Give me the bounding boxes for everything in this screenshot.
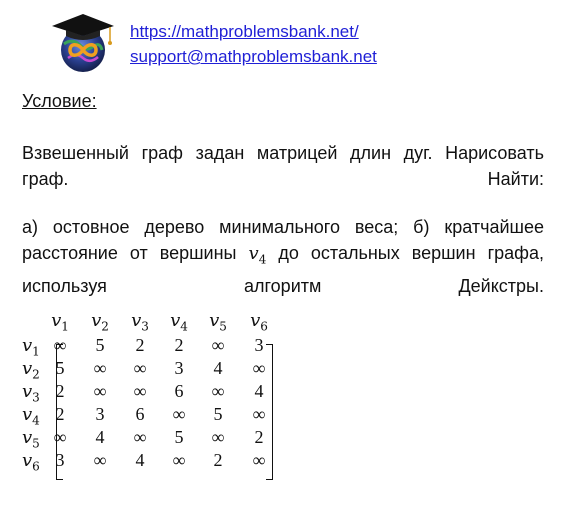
col-label-sub: 6 [260, 319, 268, 334]
condition-heading: Условие: [22, 91, 97, 111]
matrix-cell: 2 [174, 335, 184, 355]
matrix-cell: 5 [174, 427, 184, 447]
row-label-sub: 5 [32, 436, 40, 451]
matrix-cell: 2 [254, 427, 264, 447]
matrix-row-header [22, 381, 46, 405]
row-label-base: v [22, 450, 33, 471]
row-label-base: v [22, 404, 33, 425]
row-label-sub: 2 [32, 367, 40, 382]
col-label-sub: 5 [219, 319, 227, 334]
vertex-variable-sub: 4 [258, 252, 267, 267]
col-label-base: v [209, 310, 220, 331]
matrix-cell: ∞ [133, 381, 147, 401]
matrix-col-header [125, 310, 155, 334]
row-label-base: v [22, 358, 33, 379]
matrix-col-header [164, 310, 194, 334]
matrix-cell: 6 [135, 404, 145, 424]
row-label-sub: 1 [32, 344, 40, 359]
col-label-base: v [91, 310, 102, 331]
matrix-cell: 5 [213, 404, 223, 424]
row-label-sub: 3 [32, 390, 40, 405]
matrix-cell: ∞ [93, 381, 107, 401]
matrix-cell: ∞ [252, 450, 266, 470]
matrix-col-header [244, 310, 274, 334]
vertex-variable-base: v [248, 243, 259, 264]
matrix-cell: 2 [55, 404, 65, 424]
matrix-cell: ∞ [93, 358, 107, 378]
matrix-cell: 5 [55, 358, 65, 378]
col-label-base: v [170, 310, 181, 331]
arc-length-matrix [22, 312, 282, 477]
matrix-cell: 4 [213, 358, 223, 378]
para2-text-after: до остальных вершин графа, используя алгоритм Дейкстры. [22, 243, 544, 296]
col-label-sub: 3 [141, 319, 149, 334]
matrix-row-header [22, 450, 46, 474]
vertex-variable [248, 243, 267, 267]
row-label-base: v [22, 427, 33, 448]
matrix-cell: 2 [213, 450, 223, 470]
matrix-row-header [22, 427, 46, 451]
matrix-row-header [22, 404, 46, 428]
para2-text-before: а) остовное дерево минимального веса; б) кратчайшее расстояние от вершины [22, 217, 544, 263]
matrix-cell: ∞ [53, 427, 67, 447]
problem-paragraph-2 [22, 214, 544, 299]
support-email-link[interactable]: support@mathproblemsbank.net [130, 47, 377, 66]
matrix-cell: ∞ [252, 358, 266, 378]
col-label-sub: 1 [61, 319, 69, 334]
matrix-cell: ∞ [172, 404, 186, 424]
matrix-cell: 3 [174, 358, 184, 378]
matrix-cell: ∞ [133, 427, 147, 447]
row-label-sub: 4 [32, 413, 40, 428]
matrix-cell: 3 [254, 335, 264, 355]
matrix-cell: 2 [135, 335, 145, 355]
matrix-cell: ∞ [211, 427, 225, 447]
row-label-base: v [22, 335, 33, 356]
matrix-cell: ∞ [172, 450, 186, 470]
col-label-base: v [51, 310, 62, 331]
row-label-sub: 6 [32, 459, 40, 474]
matrix-row-header [22, 358, 46, 382]
problem-paragraph-1: Взвешенный граф задан матрицей длин дуг. Нарисовать граф. Найти: [22, 143, 544, 189]
matrix-cell: ∞ [133, 358, 147, 378]
matrix-cell: ∞ [252, 404, 266, 424]
matrix-cell: ∞ [53, 335, 67, 355]
matrix-cell: 4 [95, 427, 105, 447]
col-label-sub: 2 [101, 319, 109, 334]
matrix-col-header [45, 310, 75, 334]
matrix-cell: ∞ [211, 335, 225, 355]
matrix-cell: 2 [55, 381, 65, 401]
matrix-cell: ∞ [93, 450, 107, 470]
matrix-cell: 4 [135, 450, 145, 470]
header-links [130, 19, 377, 69]
col-label-sub: 4 [180, 319, 188, 334]
col-label-base: v [131, 310, 142, 331]
row-label-base: v [22, 381, 33, 402]
matrix-col-header [203, 310, 233, 334]
matrix-col-header [85, 310, 115, 334]
col-label-base: v [250, 310, 261, 331]
logo-icon [50, 12, 116, 74]
site-link[interactable]: https://mathproblemsbank.net/ [130, 22, 359, 41]
matrix-cell: 3 [95, 404, 105, 424]
matrix-cell: 3 [55, 450, 65, 470]
matrix-cell: 6 [174, 381, 184, 401]
matrix-row-header [22, 335, 46, 359]
matrix-cell: ∞ [211, 381, 225, 401]
matrix-cell: 5 [95, 335, 105, 355]
matrix-cell: 4 [254, 381, 264, 401]
